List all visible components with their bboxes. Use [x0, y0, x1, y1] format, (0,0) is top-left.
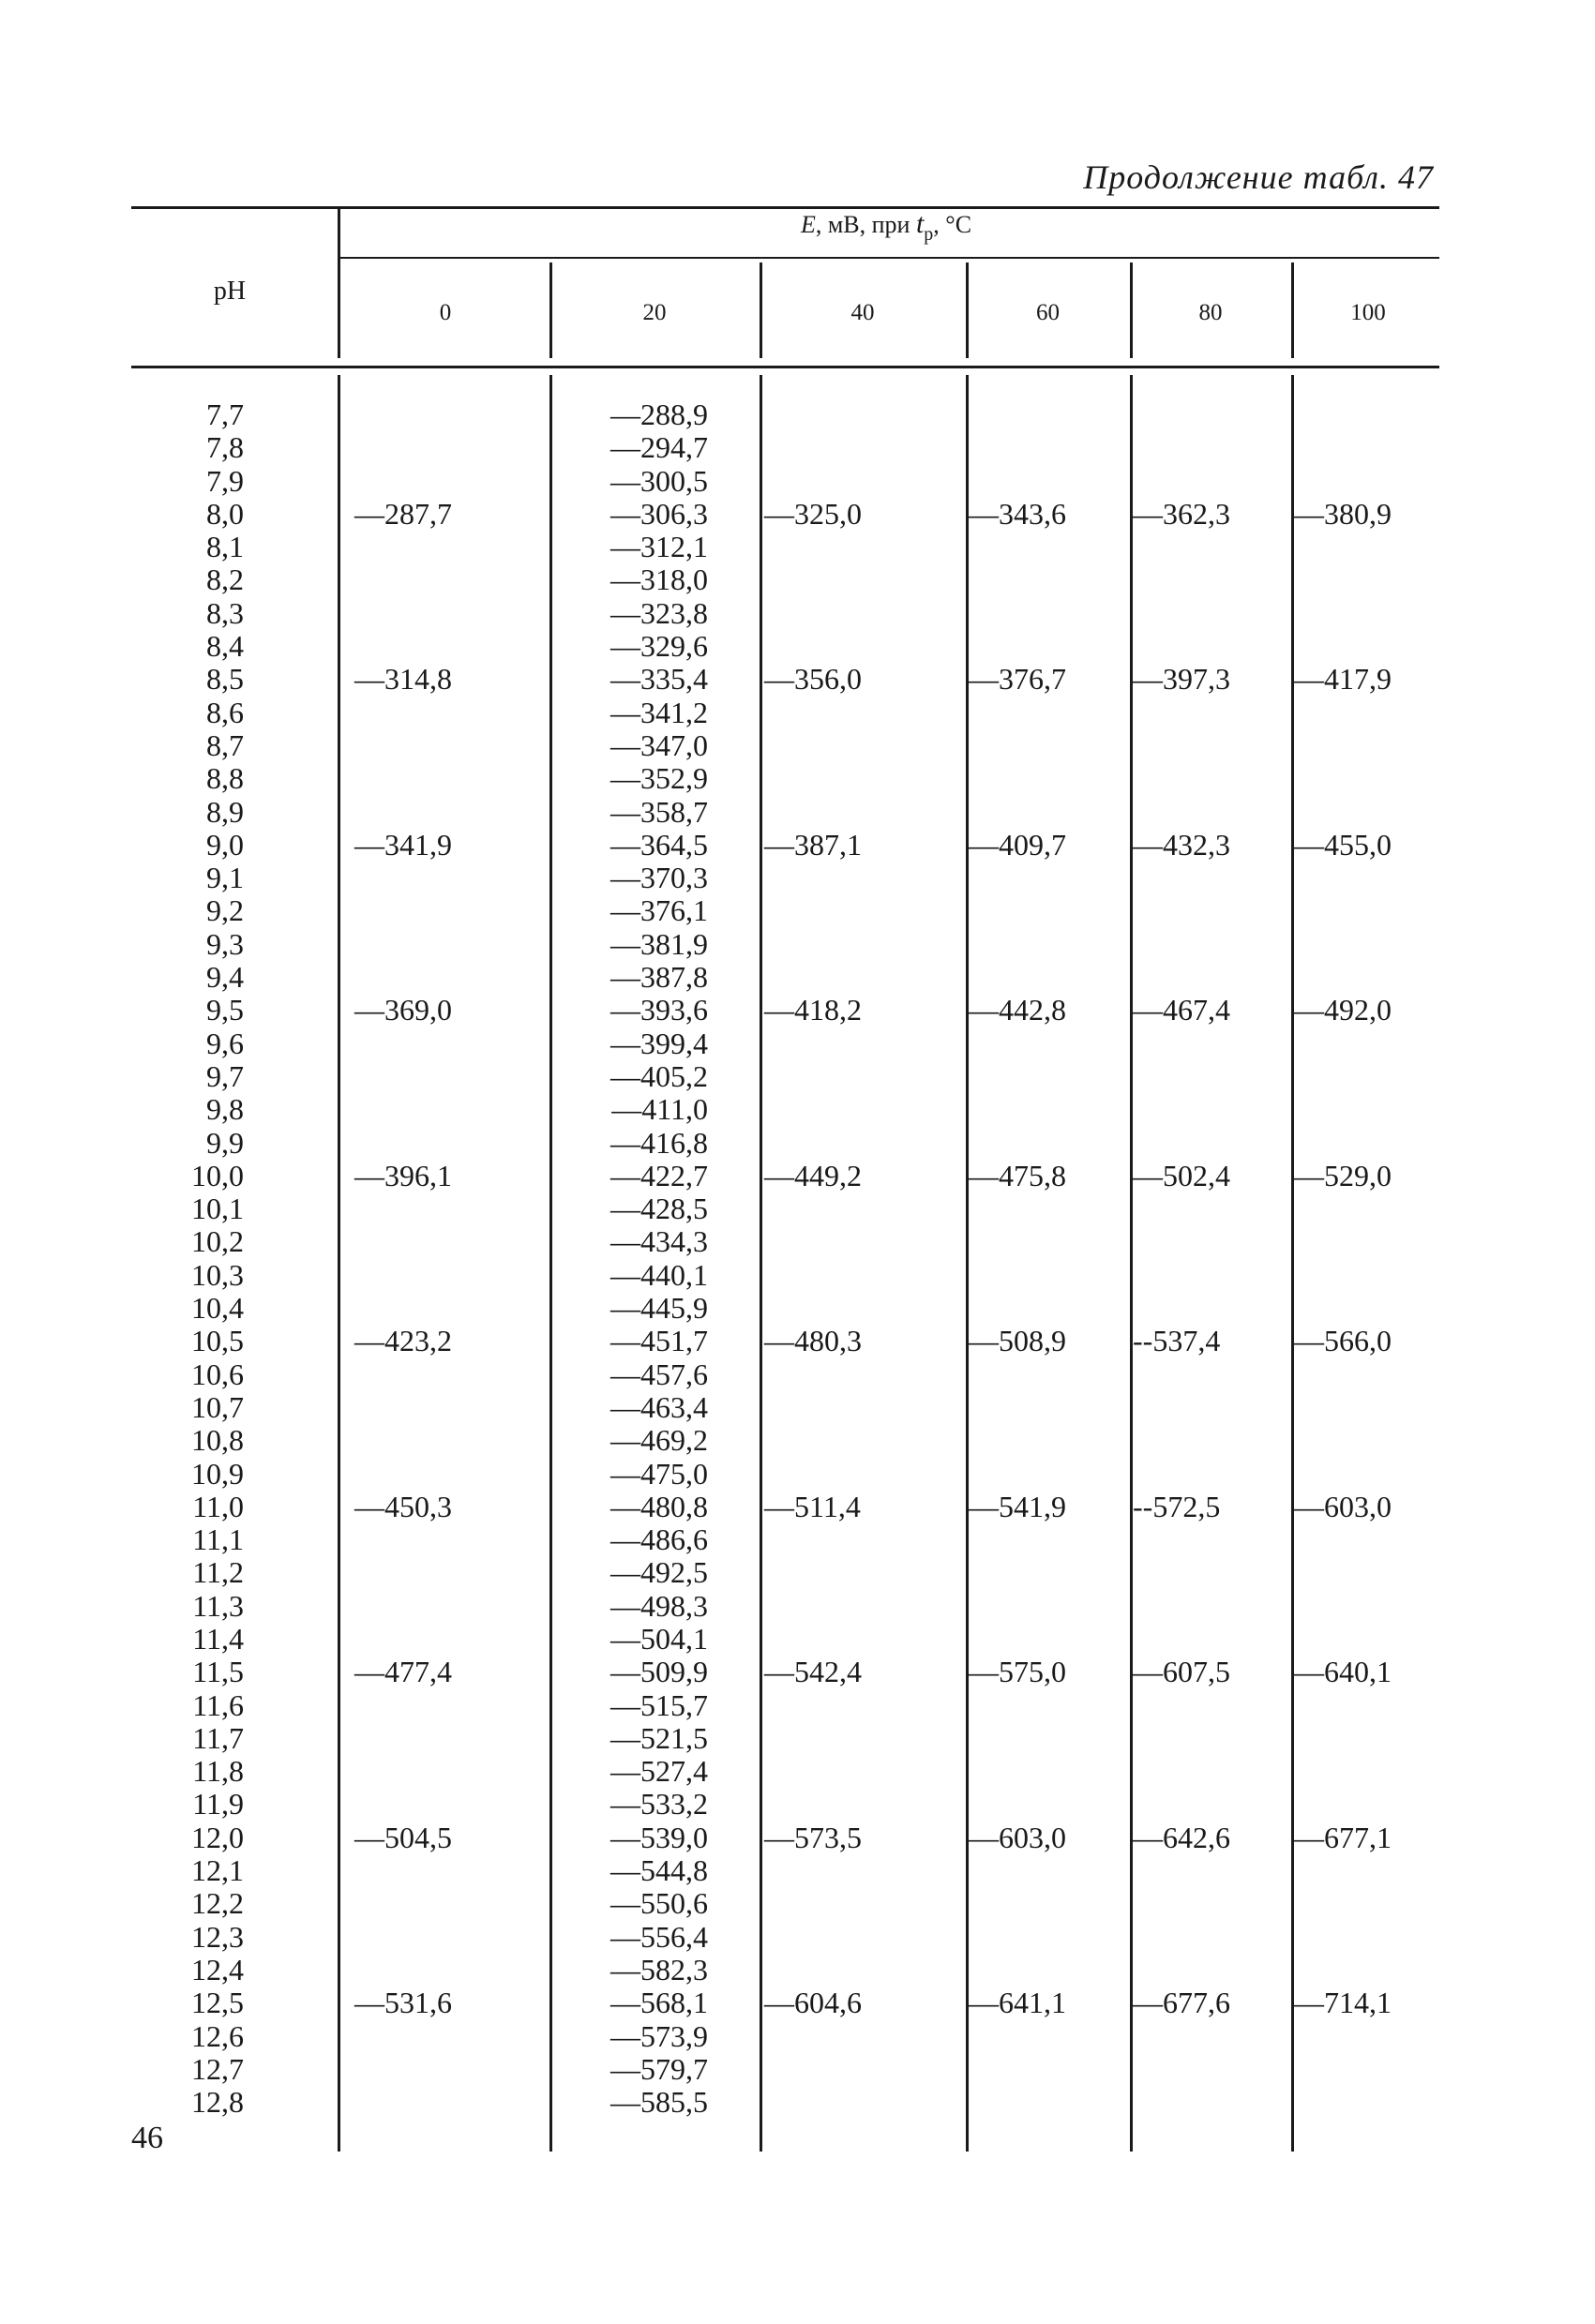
- ph-cell: 8,3: [206, 595, 244, 630]
- e80-cell: —677,6: [1133, 1986, 1230, 2020]
- e40-cell: —480,3: [764, 1324, 862, 1358]
- page-number: 46: [131, 2121, 163, 2155]
- e100-cell: —566,0: [1294, 1324, 1392, 1358]
- e100-cell: —492,0: [1294, 993, 1392, 1027]
- e20-cell: —370,3: [610, 861, 708, 895]
- e20-cell: —544,8: [610, 1853, 708, 1888]
- e0-cell: —287,7: [354, 496, 452, 531]
- e20-cell: —486,6: [610, 1522, 708, 1557]
- e80-cell: --537,4: [1133, 1324, 1221, 1358]
- e60-cell: —442,8: [969, 993, 1066, 1027]
- e20-cell: —492,5: [610, 1555, 708, 1590]
- e20-cell: —347,0: [610, 727, 708, 762]
- e20-cell: —341,2: [610, 695, 708, 729]
- header-temp-20: 20: [642, 300, 667, 325]
- ph-cell: 9,8: [206, 1092, 244, 1127]
- e20-cell: —428,5: [610, 1192, 708, 1226]
- e20-cell: —358,7: [610, 794, 708, 829]
- ph-cell: 9,6: [206, 1026, 244, 1060]
- header-sub-rule: [338, 257, 1439, 259]
- e20-cell: —463,4: [610, 1389, 708, 1424]
- e20-cell: —515,7: [610, 1687, 708, 1722]
- e80-cell: —467,4: [1133, 993, 1230, 1027]
- e60-cell: —409,7: [969, 827, 1066, 862]
- table-caption: Продолжение табл. 47: [1083, 158, 1434, 196]
- e20-cell: —498,3: [610, 1588, 708, 1623]
- ph-cell: 7,8: [206, 430, 244, 465]
- e20-cell: —434,3: [610, 1224, 708, 1259]
- ph-cell: 12,7: [191, 2051, 244, 2086]
- e60-cell: —603,0: [969, 1820, 1066, 1854]
- ph-cell: 11,3: [192, 1588, 244, 1623]
- header-unit: , °C: [933, 211, 972, 238]
- e80-cell: —432,3: [1133, 827, 1230, 862]
- ph-cell: 11,0: [192, 1489, 244, 1523]
- e20-cell: —300,5: [610, 463, 708, 498]
- e20-cell: —579,7: [610, 2051, 708, 2086]
- e20-cell: —405,2: [610, 1058, 708, 1093]
- ph-cell: 12,1: [191, 1853, 244, 1888]
- ph-cell: 7,9: [206, 463, 244, 498]
- ph-cell: 10,8: [191, 1423, 244, 1458]
- e0-cell: —341,9: [354, 827, 452, 862]
- e20-cell: —504,1: [610, 1621, 708, 1656]
- e100-cell: —603,0: [1294, 1489, 1392, 1523]
- e40-cell: —604,6: [764, 1986, 862, 2020]
- header-temp-100: 100: [1350, 300, 1386, 325]
- ph-cell: 12,5: [191, 1986, 244, 2020]
- e100-cell: —677,1: [1294, 1820, 1392, 1854]
- ph-cell: 10,2: [191, 1224, 244, 1259]
- ph-cell: 12,2: [191, 1886, 244, 1921]
- e100-cell: —529,0: [1294, 1158, 1392, 1192]
- column-divider: [549, 375, 552, 2152]
- e20-cell: —527,4: [610, 1754, 708, 1789]
- header-span-label: [338, 208, 1435, 246]
- ph-cell: 11,2: [192, 1555, 244, 1590]
- ph-cell: 10,4: [191, 1291, 244, 1326]
- ph-cell: 9,7: [206, 1058, 244, 1093]
- e20-cell: —585,5: [610, 2085, 708, 2120]
- e20-cell: —539,0: [610, 1820, 708, 1854]
- e100-cell: —455,0: [1294, 827, 1392, 862]
- column-divider: [1291, 375, 1294, 2152]
- ph-cell: 11,6: [192, 1687, 244, 1722]
- ph-cell: 9,2: [206, 893, 244, 928]
- ph-cell: 10,3: [191, 1257, 244, 1292]
- ph-cell: 12,3: [191, 1919, 244, 1954]
- e0-cell: —423,2: [354, 1324, 452, 1358]
- ph-cell: 11,5: [192, 1655, 244, 1689]
- e20-cell: —381,9: [610, 926, 708, 961]
- e20-cell: —440,1: [610, 1257, 708, 1292]
- column-divider: [760, 375, 762, 2152]
- e20-cell: —573,9: [610, 2018, 708, 2053]
- e20-cell: —509,9: [610, 1655, 708, 1689]
- e0-cell: —369,0: [354, 993, 452, 1027]
- e40-cell: —325,0: [764, 496, 862, 531]
- header-temp-40: 40: [850, 300, 875, 325]
- e20-cell: —387,8: [610, 960, 708, 995]
- e20-cell: —556,4: [610, 1919, 708, 1954]
- e20-cell: —521,5: [610, 1720, 708, 1755]
- e80-cell: —397,3: [1133, 662, 1230, 697]
- e100-cell: —640,1: [1294, 1655, 1392, 1689]
- e20-cell: —318,0: [610, 562, 708, 597]
- e20-cell: —533,2: [610, 1787, 708, 1822]
- header-ph: pH: [213, 277, 247, 306]
- e60-cell: —475,8: [969, 1158, 1066, 1192]
- header-t-subscript: р: [924, 224, 934, 245]
- ph-cell: 7,7: [206, 397, 244, 431]
- e20-cell: —335,4: [610, 662, 708, 697]
- header-temp-60: 60: [1036, 300, 1060, 325]
- e0-cell: —504,5: [354, 1820, 452, 1854]
- e100-cell: —417,9: [1294, 662, 1392, 697]
- e20-cell: —451,7: [610, 1324, 708, 1358]
- e20-cell: —475,0: [610, 1456, 708, 1491]
- e20-cell: —411,0: [611, 1092, 708, 1127]
- e0-cell: —477,4: [354, 1655, 452, 1689]
- ph-cell: 12,0: [191, 1820, 244, 1854]
- e40-cell: —356,0: [764, 662, 862, 697]
- e20-cell: —422,7: [610, 1158, 708, 1192]
- ph-cell: 11,7: [192, 1720, 244, 1755]
- e100-cell: —380,9: [1294, 496, 1392, 531]
- ph-cell: 9,1: [206, 861, 244, 895]
- e100-cell: —714,1: [1294, 1986, 1392, 2020]
- e20-cell: —352,9: [610, 761, 708, 796]
- ph-cell: 10,0: [191, 1158, 244, 1192]
- ph-cell: 10,6: [191, 1357, 244, 1391]
- e40-cell: —511,4: [764, 1489, 861, 1523]
- e20-cell: —288,9: [610, 397, 708, 431]
- ph-cell: 8,8: [206, 761, 244, 796]
- header-e-symbol: E: [800, 211, 816, 238]
- e40-cell: —418,2: [764, 993, 862, 1027]
- e20-cell: —306,3: [610, 496, 708, 531]
- ph-cell: 10,1: [191, 1192, 244, 1226]
- e80-cell: --572,5: [1133, 1489, 1221, 1523]
- e20-cell: —294,7: [610, 430, 708, 465]
- ph-cell: 11,9: [192, 1787, 244, 1822]
- e20-cell: —550,6: [610, 1886, 708, 1921]
- e60-cell: —508,9: [969, 1324, 1066, 1358]
- e20-cell: —469,2: [610, 1423, 708, 1458]
- ph-cell: 11,4: [192, 1621, 244, 1656]
- ph-cell: 10,7: [191, 1389, 244, 1424]
- e20-cell: —445,9: [610, 1291, 708, 1326]
- column-divider: [1291, 262, 1294, 358]
- e20-cell: —582,3: [610, 1952, 708, 1987]
- e80-cell: —362,3: [1133, 496, 1230, 531]
- ph-cell: 8,7: [206, 727, 244, 762]
- ph-cell: 8,9: [206, 794, 244, 829]
- e60-cell: —641,1: [969, 1986, 1066, 2020]
- e20-cell: —457,6: [610, 1357, 708, 1391]
- ph-cell: 8,6: [206, 695, 244, 729]
- e0-cell: —450,3: [354, 1489, 452, 1523]
- e20-cell: —364,5: [610, 827, 708, 862]
- e20-cell: —323,8: [610, 595, 708, 630]
- column-divider: [966, 262, 969, 358]
- ph-cell: 11,1: [192, 1522, 244, 1557]
- e60-cell: —343,6: [969, 496, 1066, 531]
- e40-cell: —449,2: [764, 1158, 862, 1192]
- e0-cell: —314,8: [354, 662, 452, 697]
- ph-cell: 12,4: [191, 1952, 244, 1987]
- column-divider: [338, 375, 340, 2152]
- ph-cell: 9,5: [206, 993, 244, 1027]
- ph-cell: 9,9: [206, 1125, 244, 1160]
- column-divider: [1130, 262, 1133, 358]
- ph-cell: 11,8: [192, 1754, 244, 1789]
- e60-cell: —575,0: [969, 1655, 1066, 1689]
- ph-cell: 8,1: [206, 530, 244, 564]
- e40-cell: —542,4: [764, 1655, 862, 1689]
- ph-cell: 8,5: [206, 662, 244, 697]
- e20-cell: —480,8: [610, 1489, 708, 1523]
- column-divider: [549, 262, 552, 358]
- ph-cell: 10,5: [191, 1324, 244, 1358]
- header-bottom-rule: [131, 366, 1439, 368]
- e80-cell: —642,6: [1133, 1820, 1230, 1854]
- e20-cell: —376,1: [610, 893, 708, 928]
- header-temp-0: 0: [439, 300, 452, 325]
- ph-cell: 12,6: [191, 2018, 244, 2053]
- ph-cell: 9,3: [206, 926, 244, 961]
- ph-cell: 8,4: [206, 629, 244, 664]
- e20-cell: —312,1: [610, 530, 708, 564]
- e0-cell: —531,6: [354, 1986, 452, 2020]
- e40-cell: —387,1: [764, 827, 862, 862]
- ph-cell: 9,0: [206, 827, 244, 862]
- e80-cell: —502,4: [1133, 1158, 1230, 1192]
- column-divider: [966, 375, 969, 2152]
- e20-cell: —416,8: [610, 1125, 708, 1160]
- header-temp-80: 80: [1198, 300, 1223, 325]
- header-t-symbol: t: [915, 208, 925, 239]
- column-divider: [760, 262, 762, 358]
- e20-cell: —393,6: [610, 993, 708, 1027]
- ph-cell: 8,2: [206, 562, 244, 597]
- e20-cell: —568,1: [610, 1986, 708, 2020]
- header-e-text: , мВ, при: [815, 211, 916, 238]
- ph-cell: 10,9: [191, 1456, 244, 1491]
- e80-cell: —607,5: [1133, 1655, 1230, 1689]
- e20-cell: —329,6: [610, 629, 708, 664]
- column-divider: [1130, 375, 1133, 2152]
- ph-cell: 9,4: [206, 960, 244, 995]
- ph-cell: 12,8: [191, 2085, 244, 2120]
- e60-cell: —376,7: [969, 662, 1066, 697]
- e20-cell: —399,4: [610, 1026, 708, 1060]
- e40-cell: —573,5: [764, 1820, 862, 1854]
- ph-column: [141, 398, 244, 2119]
- e20-column: [567, 398, 708, 2119]
- e0-cell: —396,1: [354, 1158, 452, 1192]
- e60-cell: —541,9: [969, 1489, 1066, 1523]
- ph-cell: 8,0: [206, 496, 244, 531]
